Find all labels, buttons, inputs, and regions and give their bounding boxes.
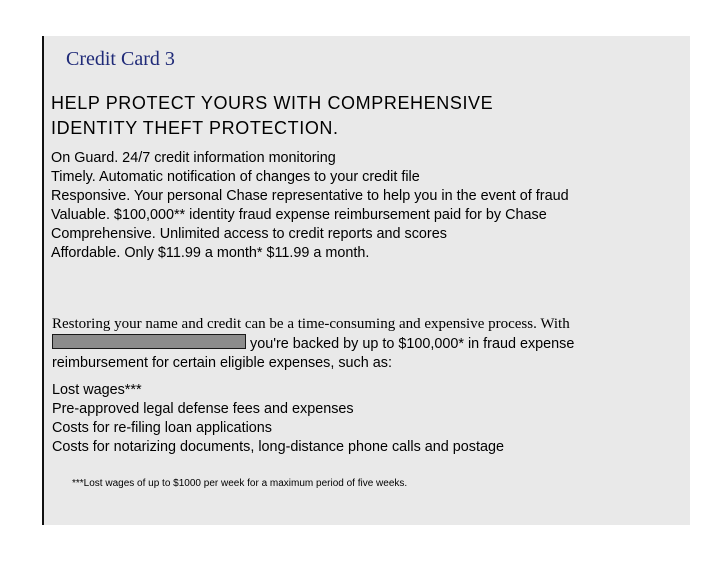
footnote: ***Lost wages of up to $1000 per week for a maximum period of five weeks. (72, 478, 408, 489)
expense-item: Pre-approved legal defense fees and expenses (52, 401, 354, 417)
restore-paragraph (52, 314, 682, 373)
feature-item: Comprehensive. Unlimited access to credit reports and scores (51, 226, 447, 242)
feature-item: On Guard. 24/7 credit information monitoring (51, 150, 336, 166)
feature-list (51, 149, 569, 263)
expense-item: Costs for re-filing loan applications (52, 420, 272, 436)
feature-item: Timely. Automatic notification of changes to your credit file (51, 169, 420, 185)
redaction-box (52, 334, 246, 349)
feature-item: Valuable. $100,000** identity fraud expense reimbursement paid for by Chase (51, 207, 547, 223)
feature-item: Affordable. Only $11.99 a month* $11.99 a month. (51, 245, 370, 261)
restore-line-3: reimbursement for certain eligible expenses, such as: (52, 355, 392, 371)
expense-item: Lost wages*** (52, 382, 142, 398)
headline (51, 91, 493, 141)
restore-line-2-text: you're backed by up to $100,000* in fraud expense (250, 336, 575, 352)
slide-title: Credit Card 3 (66, 48, 175, 70)
headline-line: IDENTITY THEFT PROTECTION. (51, 118, 339, 138)
feature-item: Responsive. Your personal Chase representative to help you in the event of fraud (51, 188, 569, 204)
restore-line-1: Restoring your name and credit can be a time-consuming and expensive process. With (52, 316, 570, 332)
expense-item: Costs for notarizing documents, long-distance phone calls and postage (52, 439, 504, 455)
headline-line: HELP PROTECT YOURS WITH COMPREHENSIVE (51, 93, 494, 113)
content-panel (42, 36, 690, 525)
restore-line-2 (52, 334, 682, 354)
expense-list (52, 381, 504, 457)
